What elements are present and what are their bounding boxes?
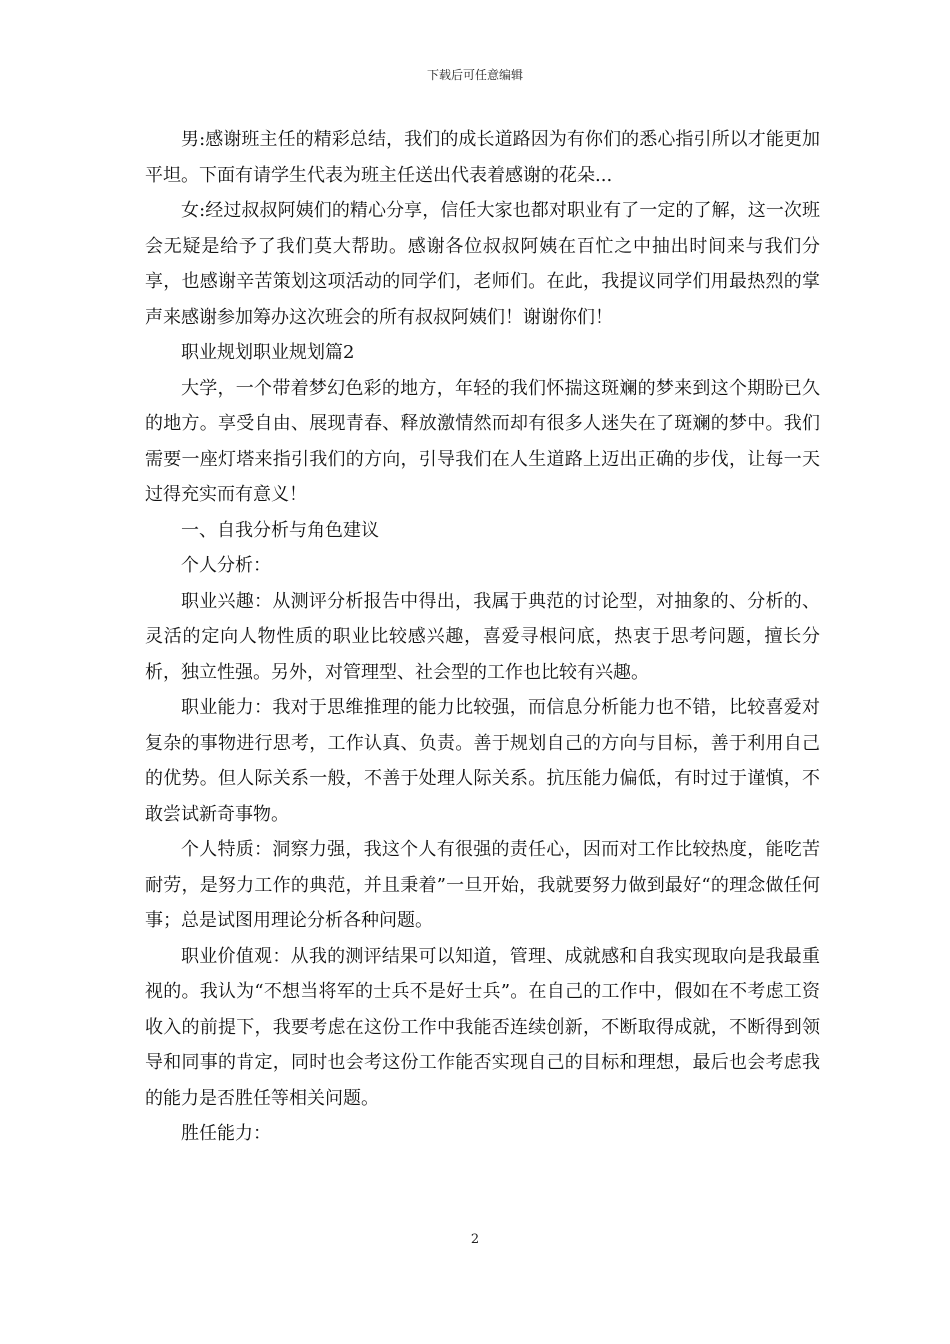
- paragraph: 男:感谢班主任的精彩总结，我们的成长道路因为有你们的悉心指引所以才能更加平坦。下面有请学生代表为班主任送出代表着感谢的花朵...: [145, 129, 820, 186]
- subheading: 个人分析：: [181, 555, 271, 576]
- paragraph: 女:经过叔叔阿姨们的精心分享，信任大家也都对职业有了一定的了解，这一次班会无疑是给予了我们莫大帮助。感谢各位叔叔阿姨在百忙之中抽出时间来与我们分享，也感谢辛苦策划这项活动的同学们，老师们。在此，我提议同学们用最热烈的掌声来感谢参加筹办这次班会的所有叔叔阿姨们！谢谢你们！: [145, 200, 820, 328]
- subheading: 胜任能力：: [181, 1123, 271, 1144]
- page-number: 2: [470, 1232, 480, 1247]
- page-header: 下载后可任意编辑: [426, 68, 523, 82]
- section-heading: 职业规划职业规划篇2: [181, 342, 355, 363]
- section-heading: 一、自我分析与角色建议: [181, 519, 379, 541]
- paragraph: 大学，一个带着梦幻色彩的地方，年轻的我们怀揣这斑斓的梦来到这个期盼已久的地方。享受自由、展现青春、释放激情然而却有很多人迷失在了斑斓的梦中。我们需要一座灯塔来指引我们的方向，引导我们在人生道路上迈出正确的步伐，让每一天过得充实而有意义！: [145, 377, 820, 505]
- paragraph: 职业能力：我对于思维推理的能力比较强，而信息分析能力也不错，比较喜爱对复杂的事物进行思考，工作认真、负责。善于规划自己的方向与目标，善于利用自己的优势。但人际关系一般，不善于处理人际关系。抗压能力偏低，有时过于谨慎，不敢尝试新奇事物。: [145, 697, 820, 825]
- paragraph: 职业价值观：从我的测评结果可以知道，管理、成就感和自我实现取向是我最重视的。我认为“不想当将军的士兵不是好士兵”。在自己的工作中，假如在不考虑工资收入的前提下，我要考虑在这份工作中我能否连续创新，不断取得成就，不断得到领导和同事的肯定，同时也会考这份工作能否实现自己的目标和理想，最后也会考虑我的能力是否胜任等相关问题。: [145, 945, 820, 1109]
- paragraph: 职业兴趣：从测评分析报告中得出，我属于典范的讨论型，对抽象的、分析的、灵活的定向人物性质的职业比较感兴趣，喜爱寻根问底，热衷于思考问题，擅长分析，独立性强。另外，对管理型、社会型的工作也比较有兴趣。: [145, 590, 820, 683]
- paragraph: 个人特质：洞察力强，我这个人有很强的责任心，因而对工作比较热度，能吃苦耐劳，是努力工作的典范，并且秉着”一旦开始，我就要努力做到最好“的理念做任何事；总是试图用理论分析各种问题。: [145, 839, 820, 931]
- document-body: [145, 122, 820, 1152]
